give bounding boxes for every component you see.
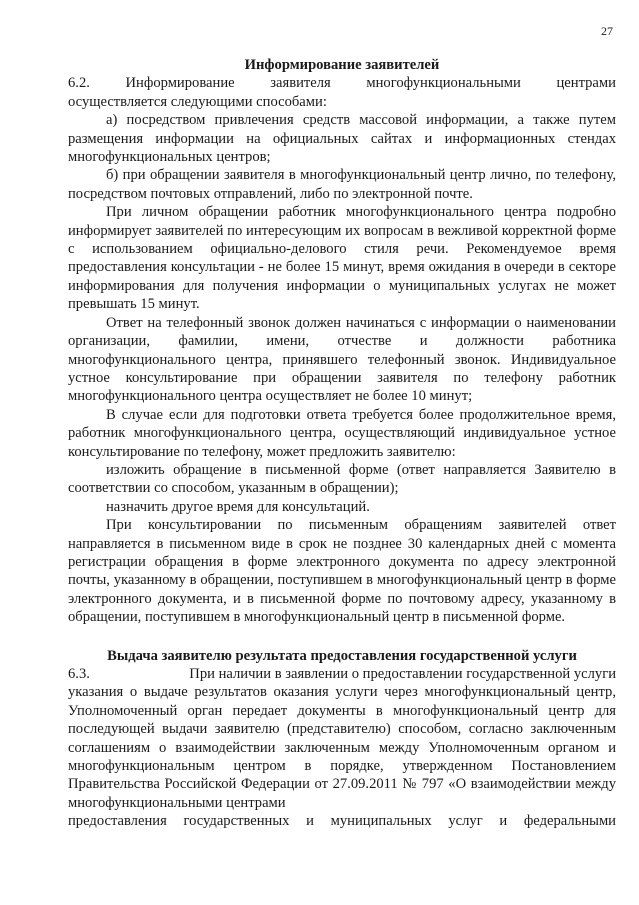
clause-first-line-text: При наличии в заявлении о предоставлении государственной услуги xyxy=(189,666,616,682)
clause-number: 6.2. xyxy=(68,75,90,92)
paragraph-personal-visit: При личном обращении работник многофункционального центра подробно информирует заявителей по интересующим их вопросам в вежливой корректной форме с использованием официально-делового стиля речи. Рекомендуемое время предоставления консультации - не более 15 минут, время ожидания в очереди в секторе информирования для получения информации о муниципальных услугах не может превышать 15 минут. xyxy=(68,204,616,313)
clause-6-2-first-line xyxy=(68,74,616,92)
clause-6-3-body: указания о выдаче результатов оказания услуги через многофункциональный центр, Уполномоченный орган передает документы в многофункциональный центр для последующей выдачи заявителю (представителю) способом, согласно заключенным соглашениям о взаимодействии заключенным между Уполномоченным органом и многофункциональным центром в порядке, утвержденном Постановлением Правительства Российской Федерации от 27.09.2011 № 797 «О взаимодействии между многофункциональными центрами xyxy=(68,684,616,811)
section-title-result-delivery: Выдача заявителю результата предоставления государственной услуги xyxy=(107,647,577,664)
clause-6-3-first-line xyxy=(68,665,616,683)
paragraph-longer-answer: В случае если для подготовки ответа требуется более продолжительное время, работник многофункционального центра, осуществляющий индивидуальное устное консультирование по телефону, может предложить заявителю: xyxy=(68,406,616,460)
clause-number: 6.3. xyxy=(68,666,90,682)
page-number: 27 xyxy=(601,24,613,38)
option-reschedule: назначить другое время для консультаций. xyxy=(106,498,370,515)
paragraph-phone-call: Ответ на телефонный звонок должен начинаться с информации о наименовании организации, фамилии, имени, отчестве и должности работника многофункционального центра, принявшего телефонный звонок. Индивидуальное устное консультирование при обращении заявителя по телефону работник многофункционального центра осуществляет не более 10 минут; xyxy=(68,314,616,405)
document-body xyxy=(68,56,616,831)
item-b: б) при обращении заявителя в многофункциональный центр лично, по телефону, посредством почтовых отправлений, либо по электронной почте. xyxy=(68,167,616,202)
item-a: а) посредством привлечения средств массовой информации, а также путем размещения информации на официальных сайтах и информационных стендах многофункциональных центров; xyxy=(68,112,616,166)
clause-6-2-continuation: осуществляется следующими способами: xyxy=(68,93,327,110)
clause-6-3-tail: предоставления государственных и муниципальных услуг и федеральными xyxy=(68,813,616,830)
section-title-informing: Информирование заявителей xyxy=(244,57,440,73)
option-written-request: изложить обращение в письменной форме (ответ направляется Заявителю в соответствии со способом, указанным в обращении); xyxy=(68,461,616,497)
clause-word: Информирование xyxy=(125,75,235,92)
paragraph-written-requests: При консультировании по письменным обращениям заявителей ответ направляется в письменном виде в срок не позднее 30 календарных дней с момента регистрации обращения в форме электронного документа по адресу электронной почты, указанному в обращении, поступившем в многофункциональный центр в форме электронного документа, и в письменной форме по почтовому адресу, указанному в обращении, поступившем в многофункциональный центр в письменной форме. xyxy=(68,517,616,626)
clause-word: многофункциональными xyxy=(366,75,521,92)
clause-word: заявителя xyxy=(270,75,331,92)
clause-word: центрами xyxy=(556,75,616,92)
